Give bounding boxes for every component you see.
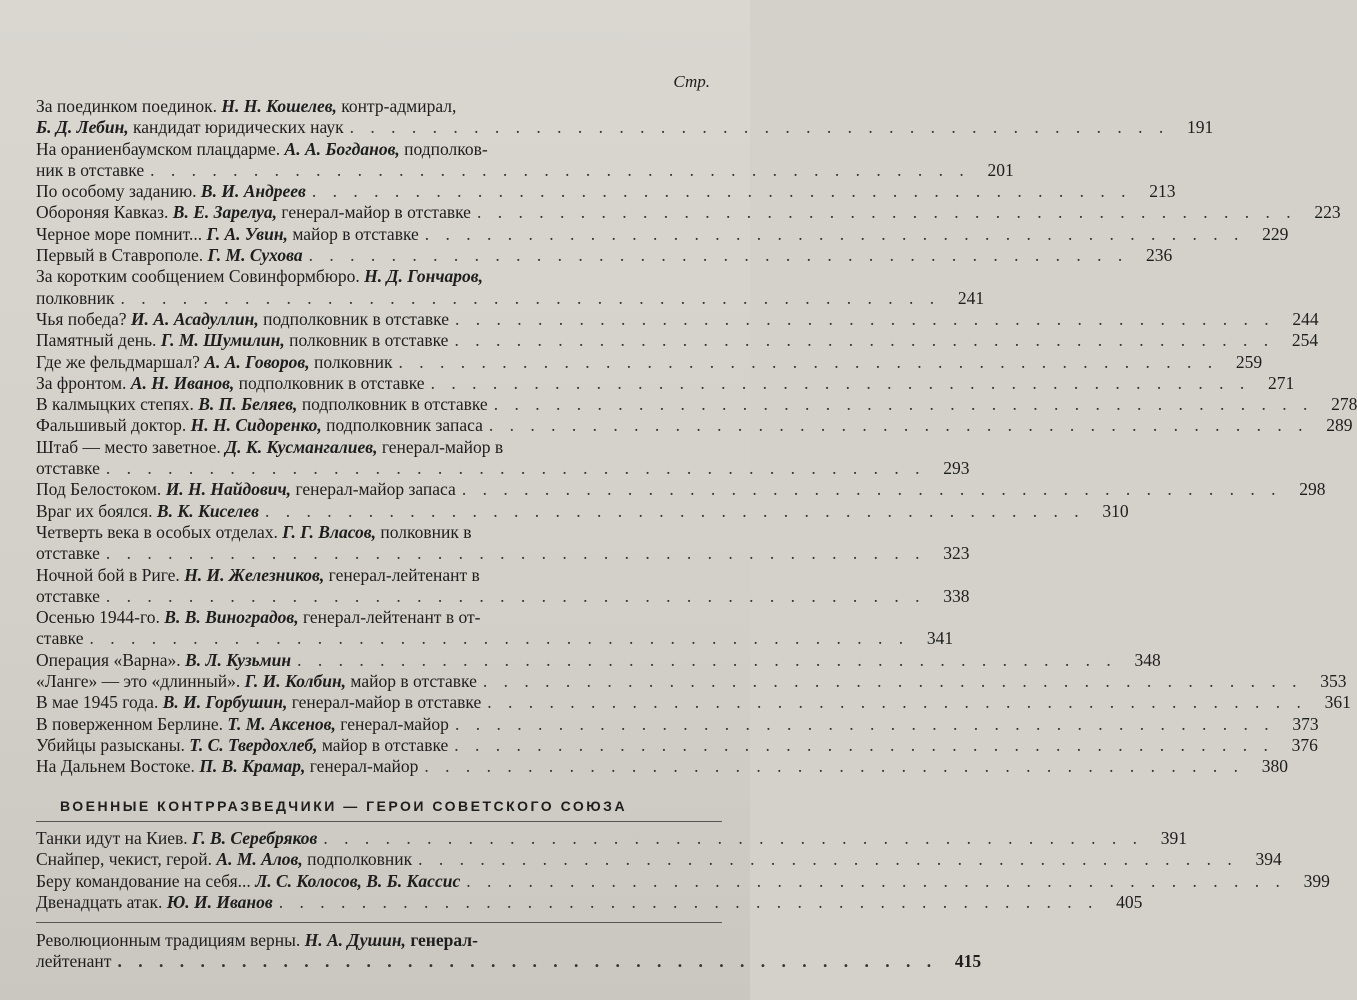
toc-line: [36, 756, 1289, 777]
entry-text: [36, 735, 448, 756]
entry-text: [36, 202, 471, 223]
dot-leader: . . . . . . . . . . . . . . . . . . . . . . . . . . . . . . . . . . . . . . . .: [89, 628, 910, 649]
entry-text: [36, 352, 392, 373]
entry-rank: подполковник в отставке: [238, 372, 425, 393]
entry-rank: полковник: [314, 351, 393, 372]
entry-text: [36, 309, 449, 330]
toc-line: [36, 870, 1330, 892]
entry-rank: генерал-лейтенант в: [328, 564, 480, 585]
toc-line: [36, 394, 1357, 415]
toc-line: [36, 543, 970, 564]
toc-entry: [36, 351, 1263, 373]
toc-entry: [36, 692, 1351, 713]
entry-rank: генерал-майор в: [381, 436, 504, 457]
entry-author: В. В. Виноградов,: [164, 607, 303, 628]
entry-text: [36, 951, 111, 972]
dot-leader: . . . . . . . . . . . . . . . . . . . . . . . . . . . . . . . . . . . . . . . .: [466, 870, 1286, 891]
toc-entry: [36, 930, 982, 973]
toc-entry: [36, 564, 970, 608]
toc-line: [36, 734, 1318, 756]
entry-title: Четверть века в особых отделах.: [36, 521, 283, 542]
dot-leader: . . . . . . . . . . . . . . . . . . . . . . . . . . . . . . . . . . . . . . . .: [430, 372, 1251, 393]
entry-title: В калмыцких степях.: [36, 394, 199, 415]
dot-leader: . . . . . . . . . . . . . . . . . . . . . . . . . . . . . . . . . . . . . . . .: [278, 891, 1099, 912]
entry-page-number: 293: [943, 458, 970, 479]
entry-rank: подполковник запаса: [326, 415, 483, 436]
entry-text: [36, 266, 483, 287]
toc-entry: [36, 521, 970, 565]
entry-author: Г. М. Шумилин,: [160, 330, 290, 351]
entry-author: А. А. Говоров,: [204, 351, 314, 372]
dot-leader: . . . . . . . . . . . . . . . . . . . . . . . . . . . . . . . . . . . . . . . .: [323, 828, 1143, 848]
toc-line: [36, 351, 1263, 373]
section-heading: ВОЕННЫЕ КОНТРРАЗВЕДЧИКИ — ГЕРОИ СОВЕТСКОГО СОЮЗА: [60, 798, 628, 814]
toc-line: [36, 692, 1351, 713]
entry-rank: подполков-: [404, 138, 488, 159]
entry-page-number: 298: [1299, 479, 1326, 500]
entry-author: Н. Н. Кошелев,: [221, 96, 342, 116]
toc-entry: [36, 266, 985, 309]
toc-entry: [36, 223, 1289, 245]
dot-leader: . . . . . . . . . . . . . . . . . . . . . . . . . . . . . . . . . . . . . . . .: [493, 394, 1314, 415]
entry-text: [36, 181, 306, 202]
entry-title: Снайпер, чекист, герой.: [36, 849, 217, 870]
dot-leader: . . . . . . . . . . . . . . . . . . . . . . . . . . . . . . . . . . . . . . . .: [454, 734, 1274, 755]
dot-leader: . . . . . . . . . . . . . . . . . . . . . . . . . . . . . . . . . . . . . . . .: [461, 479, 1282, 500]
toc-line: [36, 202, 1341, 223]
toc-line: [36, 96, 722, 117]
dot-leader: . . . . . . . . . . . . . . . . . . . . . . . . . . . . . . . . . . . . . . . .: [482, 671, 1303, 692]
entry-rank: подполковник в отставке: [301, 394, 488, 415]
toc-entry: [36, 394, 1357, 415]
toc-entry: [36, 849, 1282, 870]
toc-line: [36, 245, 1173, 266]
toc-entry: [36, 330, 1319, 351]
entry-title: Памятный день.: [36, 330, 161, 351]
entry-text: [36, 828, 317, 849]
entry-page-number: 415: [954, 951, 982, 972]
entry-author: Г. А. Увин,: [206, 223, 293, 244]
toc-line: [36, 479, 1326, 500]
dot-leader: . . . . . . . . . . . . . . . . . . . . . . . . . . . . . . . . . . . . . . . .: [150, 159, 970, 180]
toc-line: [36, 139, 722, 160]
entry-rank: генерал-майор: [309, 756, 419, 777]
final-divider: [36, 922, 722, 923]
entry-text: [36, 849, 412, 870]
entry-page-number: 236: [1145, 245, 1173, 266]
final-entry: [36, 930, 982, 973]
entry-rank: полковник в отставке: [289, 330, 449, 351]
toc-entry: [36, 649, 1161, 671]
entry-text: [36, 96, 456, 117]
entry-rank: майор в отставке: [292, 223, 419, 244]
entry-text: [36, 501, 259, 522]
toc-entry: [36, 500, 1129, 522]
entry-author: Т. С. Твердохлеб,: [189, 734, 322, 755]
entry-rank: генерал-майор: [340, 713, 449, 734]
entry-author: Г. М. Сухова: [207, 245, 303, 266]
entry-author: И. Н. Найдович,: [165, 479, 296, 500]
entry-title: Осенью 1944-го.: [36, 607, 165, 628]
entry-title: Обороняя Кавказ.: [36, 202, 173, 223]
toc-entry: [36, 415, 1353, 436]
entry-title: Операция «Варна».: [36, 649, 186, 670]
entry-text: [36, 394, 488, 415]
dot-leader: . . . . . . . . . . . . . . . . . . . . . . . . . . . . . . . . . . . . . . . .: [297, 649, 1117, 670]
entry-rank: подполковник в отставке: [263, 308, 449, 329]
toc-line: [36, 565, 722, 586]
entry-title: За поединком поединок.: [36, 96, 222, 116]
entry-text: [36, 415, 483, 436]
entry-title: Под Белостоком.: [36, 479, 166, 500]
entry-text: [36, 330, 448, 351]
dot-leader: . . . . . . . . . . . . . . . . . . . . . . . . . . . . . . . . . . . . . . . .: [105, 458, 926, 479]
entry-text: [36, 756, 418, 777]
entry-text: [36, 871, 460, 892]
entry-author: Д. К. Кусмангалиев,: [225, 436, 382, 457]
entry-page-number: 191: [1187, 117, 1214, 138]
entry-text: [36, 373, 425, 394]
entry-text: [36, 586, 100, 607]
entry-title: Ночной бой в Риге.: [36, 564, 185, 585]
toc-line: [36, 828, 1187, 849]
entry-text: [36, 479, 456, 500]
entry-title: лейтенант: [36, 951, 112, 972]
entry-author: В. Е. Зарелуа,: [172, 202, 282, 223]
entry-text: [36, 565, 480, 586]
dot-leader: . . . . . . . . . . . . . . . . . . . . . . . . . . . . . . . . . . . . . . . .: [454, 308, 1275, 329]
entry-page-number: 353: [1320, 671, 1347, 692]
entry-author: А. М. Алов,: [216, 849, 308, 870]
entry-page-number: 289: [1326, 415, 1353, 436]
toc-entry: [36, 308, 1319, 330]
entry-author: А. Н. Иванов,: [130, 372, 239, 393]
entry-author: Л. С. Колосов, В. Б. Кассис: [255, 870, 461, 891]
toc-line: [36, 713, 1319, 735]
entry-page-number: 405: [1116, 891, 1143, 912]
entry-title: ставке: [36, 628, 84, 649]
entry-author: Н. А. Душин,: [304, 930, 411, 950]
toc-line: [36, 372, 1295, 394]
entry-title: Двенадцать атак.: [36, 891, 167, 912]
toc-line: [36, 649, 1161, 671]
entry-title: отставке: [36, 543, 100, 564]
entry-rank: генерал-лейтенант в от-: [302, 607, 481, 628]
entry-text: [36, 245, 303, 266]
entry-title: За фронтом.: [36, 372, 131, 393]
toc-line: [36, 287, 985, 309]
entry-text: [36, 543, 100, 564]
entry-rank: генерал-майор запаса: [295, 479, 456, 500]
dot-leader: . . . . . . . . . . . . . . . . . . . . . . . . . . . . . . . . . . . . . . . .: [424, 756, 1245, 777]
entry-title: Первый в Ставрополе.: [36, 245, 208, 266]
dot-leader: . . . . . . . . . . . . . . . . . . . . . . . . . . . . . . . . . . . . . . . .: [424, 223, 1245, 244]
entry-author: Б. Д. Лебин,: [36, 117, 134, 138]
dot-leader: . . . . . . . . . . . . . . . . . . . . . . . . . . . . . . . . . . . . . . . .: [487, 692, 1307, 713]
entry-rank: генерал-майор в отставке: [291, 692, 482, 713]
entry-text: [36, 117, 344, 138]
toc-entry: [36, 436, 970, 480]
toc-entry: [36, 828, 1187, 849]
toc-line: [36, 500, 1129, 522]
toc-entry: [36, 96, 1214, 139]
entry-page-number: 338: [943, 585, 970, 606]
toc-entry: [36, 372, 1295, 394]
entry-author: А. А. Богданов,: [284, 138, 405, 159]
toc-line: [36, 930, 722, 951]
entry-page-number: 341: [926, 628, 954, 649]
dot-leader: . . . . . . . . . . . . . . . . . . . . . . . . . . . . . . . . . . . . . . . .: [454, 713, 1275, 734]
toc-line: [36, 266, 722, 287]
entry-page-number: 259: [1235, 351, 1263, 372]
entry-author: П. В. Крамар,: [199, 756, 310, 777]
entry-text: [36, 607, 480, 628]
toc-line: [36, 437, 722, 458]
entry-title: Танки идут на Киев.: [36, 828, 192, 848]
entry-page-number: 213: [1149, 181, 1176, 202]
entry-page-number: 241: [957, 287, 985, 308]
entry-author: В. И. Андреев: [200, 181, 306, 202]
entry-text: [36, 437, 503, 458]
entry-title: ник в отставке: [36, 159, 145, 180]
toc-entry: [36, 870, 1330, 892]
dot-leader: . . . . . . . . . . . . . . . . . . . . . . . . . . . . . . . . . . . . . . . .: [308, 245, 1129, 266]
entry-rank: контр-адмирал,: [341, 96, 457, 116]
entry-page-number: 380: [1261, 756, 1289, 777]
dot-leader: . . . . . . . . . . . . . . . . . . . . . . . . . . . . . . . . . . . . . . . .: [418, 849, 1238, 870]
entry-text: [36, 650, 291, 671]
dot-leader: . . . . . . . . . . . . . . . . . . . . . . . . . . . . . . . . . . . . . . . .: [476, 202, 1297, 223]
entry-author: В. П. Беляев,: [198, 394, 302, 415]
dot-leader: . . . . . . . . . . . . . . . . . . . . . . . . . . . . . . . . . . . . . . . .: [398, 351, 1219, 372]
dot-leader: . . . . . . . . . . . . . . . . . . . . . . . . . . . . . . . . . . . . . . . .: [120, 287, 941, 308]
entry-title: Фальшивый доктор.: [36, 415, 191, 436]
entry-title: В мае 1945 года.: [36, 692, 163, 713]
toc-entry: [36, 756, 1289, 777]
entry-author: Н. Д. Гончаров,: [364, 266, 483, 287]
entry-page-number: 323: [943, 543, 970, 564]
entry-title: В поверженном Берлине.: [36, 713, 228, 734]
toc-line: [36, 671, 1347, 692]
entry-page-number: 373: [1292, 713, 1319, 734]
entry-title: На ораниенбаумском плацдарме.: [36, 138, 285, 159]
toc-line: [36, 415, 1353, 436]
entry-rank: полковник в: [380, 521, 472, 542]
toc-line: [36, 308, 1319, 330]
toc-line: [36, 891, 1143, 913]
entry-page-number: 361: [1324, 692, 1351, 713]
entry-rank: майор в отставке: [321, 734, 449, 755]
entry-title: Беру командование на себя...: [36, 870, 256, 891]
toc-line: [36, 223, 1289, 245]
entry-page-number: 399: [1303, 870, 1330, 891]
entry-text: [36, 139, 488, 160]
entry-title: «Ланге» — это «длинный».: [36, 671, 245, 692]
entry-text: [36, 288, 114, 309]
toc-entry: [36, 202, 1341, 223]
entry-author: Т. М. Аксенов,: [227, 713, 341, 734]
entry-text: [36, 930, 478, 951]
entry-page-number: 348: [1134, 649, 1161, 670]
entry-title: На Дальнем Востоке.: [36, 756, 200, 777]
entry-text: [36, 628, 84, 649]
entry-rank: подполковник: [307, 849, 413, 870]
entry-title: Убийцы разысканы.: [36, 734, 190, 755]
entry-text: [36, 224, 419, 245]
entry-author: Ю. И. Иванов: [166, 891, 273, 912]
dot-leader: . . . . . . . . . . . . . . . . . . . . . . . . . . . . . . . . . . . . . . . .: [311, 181, 1132, 202]
entry-rank: кандидат юридических наук: [133, 117, 344, 138]
entry-page-number: 244: [1292, 308, 1319, 329]
toc-entry: [36, 671, 1347, 692]
entry-title: Революционным традициям верны.: [36, 930, 305, 950]
entry-page-number: 376: [1291, 734, 1318, 755]
entry-author: В. И. Горбушин,: [162, 692, 292, 713]
entry-title: Где же фельдмаршал?: [36, 351, 205, 372]
entry-author: Г. Г. Власов,: [282, 521, 381, 542]
entry-title: За коротким сообщением Совинформбюро.: [36, 266, 365, 287]
entry-text: [36, 892, 273, 913]
entry-text: [36, 671, 477, 692]
dot-leader: . . . . . . . . . . . . . . . . . . . . . . . . . . . . . . . . . . . . . . . .: [105, 543, 926, 564]
entry-text: [36, 458, 100, 479]
entry-author: Н. И. Железников,: [184, 564, 329, 585]
entry-title: Чья победа?: [36, 308, 131, 329]
entry-author: И. А. Асадуллин,: [130, 308, 264, 329]
entry-author: Г. И. Колбин,: [244, 671, 351, 692]
toc-entry: [36, 734, 1318, 756]
entry-page-number: 271: [1267, 372, 1295, 393]
entry-text: [36, 160, 144, 181]
toc-line: [36, 159, 1014, 181]
entry-title: отставке: [36, 585, 100, 606]
entry-title: Штаб — место заветное.: [36, 436, 226, 457]
toc-entry: [36, 713, 1319, 735]
dot-leader: . . . . . . . . . . . . . . . . . . . . . . . . . . . . . . . . . . . . . . . .: [105, 585, 926, 606]
toc-line: [36, 181, 1176, 202]
entry-author: В. К. Киселев: [156, 500, 259, 521]
table-of-contents: [36, 96, 1357, 778]
dot-leader: . . . . . . . . . . . . . . . . . . . . . . . . . . . . . . . . . . . . . . . .: [117, 951, 938, 972]
entry-author: Г. В. Серебряков: [192, 828, 318, 848]
entry-text: [36, 714, 449, 735]
toc-entry: [36, 607, 954, 650]
toc-entry: [36, 245, 1173, 266]
toc-line: [36, 607, 722, 628]
section-entries: [36, 828, 1330, 913]
toc-entry: [36, 479, 1326, 500]
toc-line: [36, 628, 954, 649]
dot-leader: . . . . . . . . . . . . . . . . . . . . . . . . . . . . . . . . . . . . . . . .: [454, 330, 1275, 351]
entry-title: полковник: [36, 287, 115, 308]
entry-page-number: 254: [1291, 330, 1319, 351]
entry-rank: генерал-: [410, 930, 478, 950]
toc-entry: [36, 138, 1014, 182]
section-divider: [36, 821, 722, 822]
entry-page-number: 223: [1314, 202, 1341, 223]
toc-entry: [36, 891, 1143, 913]
entry-title: Враг их боялся.: [36, 500, 157, 521]
toc-line: [36, 849, 1282, 870]
entry-page-number: 394: [1255, 849, 1282, 870]
entry-text: [36, 692, 481, 713]
entry-rank: майор в отставке: [350, 671, 477, 692]
entry-author: Н. Н. Сидоренко,: [190, 415, 327, 436]
entry-page-number: 278: [1331, 394, 1357, 415]
entry-rank: генерал-майор в отставке: [281, 202, 471, 223]
dot-leader: . . . . . . . . . . . . . . . . . . . . . . . . . . . . . . . . . . . . . . . .: [349, 117, 1170, 138]
toc-line: [36, 458, 970, 479]
entry-page-number: 391: [1160, 828, 1187, 848]
entry-author: В. Л. Кузьмин: [185, 649, 292, 670]
toc-line: [36, 951, 982, 972]
toc-line: [36, 117, 1214, 138]
entry-page-number: 310: [1102, 500, 1129, 521]
entry-title: По особому заданию.: [36, 181, 201, 202]
toc-entry: [36, 181, 1176, 202]
toc-line: [36, 330, 1319, 351]
entry-title: отставке: [36, 458, 100, 479]
entry-text: [36, 522, 471, 543]
entry-title: Черное море помнит...: [36, 223, 207, 244]
dot-leader: . . . . . . . . . . . . . . . . . . . . . . . . . . . . . . . . . . . . . . . .: [488, 415, 1309, 436]
toc-line: [36, 585, 970, 607]
entry-page-number: 201: [987, 159, 1014, 180]
dot-leader: . . . . . . . . . . . . . . . . . . . . . . . . . . . . . . . . . . . . . . . .: [264, 500, 1085, 521]
entry-page-number: 229: [1262, 223, 1289, 244]
page-column-header: Стр.: [673, 72, 710, 91]
toc-line: [36, 522, 722, 543]
